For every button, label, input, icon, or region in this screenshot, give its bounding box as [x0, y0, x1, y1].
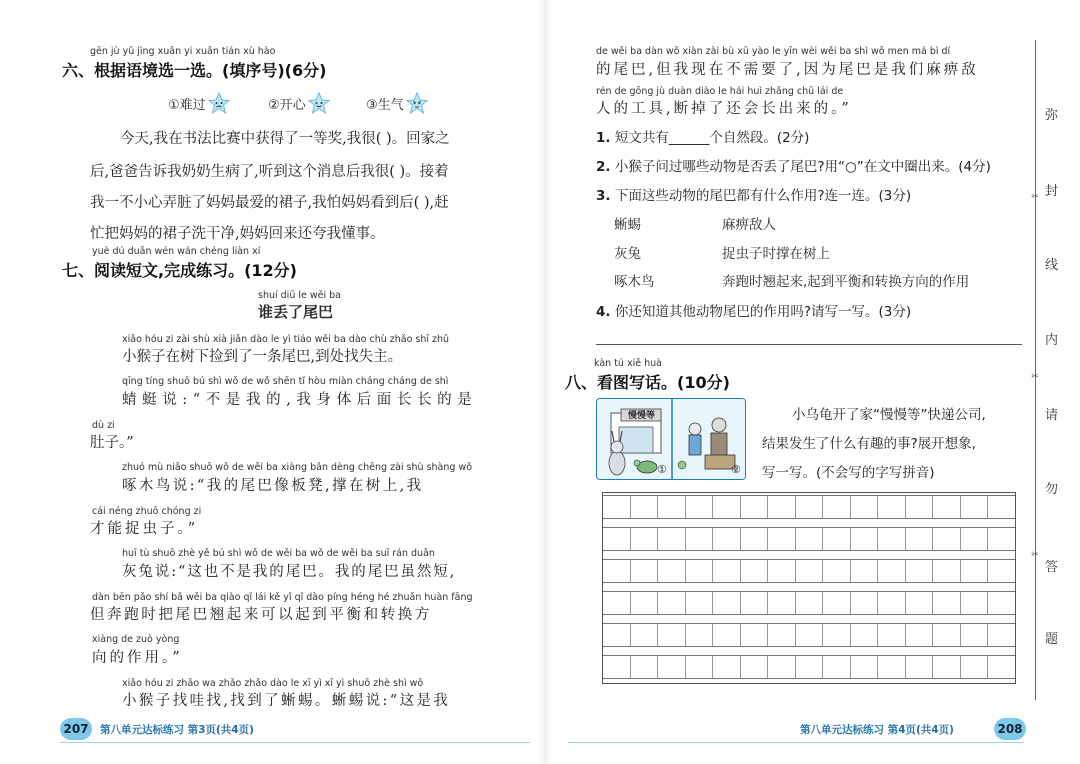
- option-1-label: ①难过: [168, 97, 206, 113]
- writing-grid[interactable]: [602, 492, 1016, 684]
- grid-cell[interactable]: [823, 592, 851, 614]
- grid-cell[interactable]: [741, 656, 769, 678]
- grid-cell[interactable]: [878, 592, 906, 614]
- sec7-pinyin: yuè dú duǎn wén wán chéng liàn xí: [92, 246, 261, 257]
- grid-cell[interactable]: [878, 528, 906, 550]
- sec6-pinyin: gēn jù yǔ jìng xuǎn yi xuǎn tián xù hào: [90, 46, 276, 57]
- cont-line-1: 的尾巴,但我现在不需要了,因为尾巴是我们麻痹敌: [596, 62, 979, 78]
- prompt-line-1: 小乌龟开了家“慢慢等”快递公司,: [792, 407, 986, 423]
- grid-cell[interactable]: [741, 496, 769, 518]
- grid-cell[interactable]: [658, 528, 686, 550]
- grid-cell[interactable]: [796, 656, 824, 678]
- sec8-title: 八、看图写话。(10分): [565, 373, 730, 392]
- grid-cell[interactable]: [933, 656, 961, 678]
- story-picture: [596, 398, 746, 480]
- seal-char-1: 弥: [1045, 108, 1059, 123]
- grid-cell[interactable]: [713, 592, 741, 614]
- grid-cell[interactable]: [823, 496, 851, 518]
- page-number-right: 208: [994, 718, 1026, 740]
- story-line-8-pinyin: xiàng de zuò yòng: [92, 634, 180, 645]
- match-left-1: 蜥蜴: [614, 217, 641, 233]
- grid-cell[interactable]: [851, 656, 879, 678]
- seal-char-6: 勿: [1045, 482, 1059, 497]
- seal-char-2: 封: [1045, 184, 1059, 199]
- grid-cell[interactable]: [906, 592, 934, 614]
- picture-sign: 慢慢等: [628, 411, 656, 421]
- grid-cell[interactable]: [988, 560, 1015, 582]
- grid-cell[interactable]: [768, 496, 796, 518]
- grid-cell[interactable]: [961, 624, 989, 646]
- story-line-7: 但奔跑时把尾巴翘起来可以起到平衡和转换方: [90, 607, 432, 623]
- sec8-pinyin: kàn tú xiě huà: [594, 358, 662, 369]
- grid-cell[interactable]: [961, 560, 989, 582]
- grid-cell[interactable]: [796, 496, 824, 518]
- grid-cell[interactable]: [631, 528, 659, 550]
- grid-cell[interactable]: [713, 624, 741, 646]
- grid-cell[interactable]: [933, 496, 961, 518]
- option-2: [268, 92, 330, 114]
- question-2-text: 小猴子问过哪些动物是否丢了尾巴?用“○”在文中圈出来。(4分): [614, 159, 991, 175]
- grid-cell[interactable]: [631, 560, 659, 582]
- grid-row[interactable]: [603, 527, 1015, 551]
- grid-row[interactable]: [603, 655, 1015, 679]
- grid-cell[interactable]: [851, 592, 879, 614]
- footer-rule-left: [60, 742, 530, 743]
- grid-cell[interactable]: [906, 496, 934, 518]
- grid-cell[interactable]: [961, 656, 989, 678]
- grid-cell[interactable]: [631, 496, 659, 518]
- grid-cell[interactable]: [988, 592, 1015, 614]
- cont-line-1-pinyin: de wěi ba dàn wǒ xiàn zài bù xū yào le yīn wèi wěi ba shì wǒ men má bì dí: [596, 46, 951, 57]
- grid-cell[interactable]: [768, 656, 796, 678]
- sec7-title: 七、阅读短文,完成练习。(12分): [62, 261, 297, 280]
- page-number-left: 207: [60, 718, 92, 740]
- grid-cell[interactable]: [686, 560, 714, 582]
- grid-cell[interactable]: [988, 624, 1015, 646]
- match-right-3: 奔跑时翘起来,起到平衡和转换方向的作用: [722, 274, 970, 290]
- sec6-para-line-4: 忙把妈妈的裙子洗干净,妈妈回来还夸我懂事。: [90, 226, 385, 242]
- story-line-3: 肚子。”: [90, 435, 134, 451]
- option-2-label: ②开心: [268, 97, 306, 113]
- question-3-text: 下面这些动物的尾巴都有什么作用?连一连。(3分): [614, 188, 912, 204]
- story-line-4: 啄木鸟说:“我的尾巴像板凳,撑在树上,我: [122, 478, 424, 494]
- angry-star-icon: [406, 92, 428, 114]
- match-right-1: 麻痹敌人: [722, 217, 776, 233]
- story-line-8: 向的作用。”: [92, 650, 183, 666]
- happy-star-icon: [308, 92, 330, 114]
- grid-cell[interactable]: [796, 560, 824, 582]
- option-3-label: ③生气: [366, 97, 404, 113]
- seal-char-8: 题: [1045, 632, 1059, 647]
- seal-char-3: 线: [1045, 258, 1059, 273]
- story-line-4-pinyin: zhuó mù niǎo shuō wǒ de wěi ba xiàng bǎn dèng chēng zài shù shàng wǒ: [122, 462, 473, 473]
- grid-cell[interactable]: [768, 624, 796, 646]
- story-line-1: 小猴子在树下捡到了一条尾巴,到处找失主。: [122, 349, 403, 365]
- picture-label-1: ①: [657, 463, 667, 476]
- cont-line-2-pinyin: rén de gōng jù duàn diào le hái huì zhǎng chū lái de: [596, 86, 844, 97]
- grid-cell[interactable]: [658, 496, 686, 518]
- grid-cell[interactable]: [658, 624, 686, 646]
- grid-cell[interactable]: [658, 592, 686, 614]
- grid-cell[interactable]: [988, 656, 1015, 678]
- prompt-line-2: 结果发生了什么有趣的事?展开想象,: [762, 436, 976, 452]
- grid-cell[interactable]: [906, 656, 934, 678]
- grid-row[interactable]: [603, 495, 1015, 519]
- grid-cell[interactable]: [686, 592, 714, 614]
- sec6-title: 六、根据语境选一选。(填序号)(6分): [62, 61, 327, 80]
- story-line-9: 小猴子找哇找,找到了蜥蜴。蜥蜴说:“这是我: [122, 693, 451, 709]
- grid-cell[interactable]: [906, 624, 934, 646]
- story-title: 谁丢了尾巴: [258, 303, 334, 321]
- question-2: [596, 155, 991, 175]
- grid-cell[interactable]: [878, 560, 906, 582]
- footer-rule-right: [568, 742, 1024, 743]
- grid-cell[interactable]: [713, 528, 741, 550]
- grid-cell[interactable]: [823, 560, 851, 582]
- question-1-text: 短文共有______个自然段。(2分): [614, 130, 810, 146]
- sec6-para-line-3: 我一不小心弄脏了妈妈最爱的裙子,我怕妈妈看到后( ),赶: [90, 195, 449, 211]
- grid-cell[interactable]: [686, 624, 714, 646]
- grid-cell[interactable]: [603, 624, 631, 646]
- grid-cell[interactable]: [713, 560, 741, 582]
- page-gutter: [538, 0, 552, 764]
- story-line-5: 才能捉虫子。”: [90, 521, 199, 537]
- grid-cell[interactable]: [603, 560, 631, 582]
- question-4-num: 4.: [596, 304, 611, 320]
- story-line-9-pinyin: xiǎo hóu zi zhǎo wa zhǎo zhǎo dào le xī yì xī yì shuō zhè shì wǒ: [122, 678, 424, 689]
- prompt-line-3: 写一写。(不会写的字写拼音): [762, 465, 935, 481]
- question-4-text: 你还知道其他动物尾巴的作用吗?请写一写。(3分): [614, 304, 912, 320]
- grid-cell[interactable]: [686, 528, 714, 550]
- grid-cell[interactable]: [658, 656, 686, 678]
- grid-cell[interactable]: [906, 560, 934, 582]
- question-2-num: 2.: [596, 159, 611, 175]
- grid-cell[interactable]: [878, 656, 906, 678]
- seal-char-4: 内: [1045, 333, 1059, 348]
- grid-cell[interactable]: [823, 528, 851, 550]
- seal-line: [1035, 40, 1036, 700]
- seal-tick-mark: ✂: [1031, 550, 1039, 560]
- grid-cell[interactable]: [658, 560, 686, 582]
- grid-row[interactable]: [603, 591, 1015, 615]
- grid-cell[interactable]: [796, 624, 824, 646]
- grid-cell[interactable]: [741, 592, 769, 614]
- grid-cell[interactable]: [741, 624, 769, 646]
- grid-cell[interactable]: [851, 496, 879, 518]
- grid-cell[interactable]: [961, 496, 989, 518]
- grid-cell[interactable]: [741, 528, 769, 550]
- sec6-para-line-2: 后,爸爸告诉我奶奶生病了,听到这个消息后我很( )。接着: [90, 164, 449, 180]
- footer-left: 第八单元达标练习 第3页(共4页): [100, 724, 254, 736]
- grid-cell[interactable]: [851, 624, 879, 646]
- story-title-pinyin: shuí diū le wěi ba: [258, 290, 341, 301]
- grid-cell[interactable]: [878, 624, 906, 646]
- story-line-3-pinyin: dù zi: [92, 420, 115, 431]
- grid-cell[interactable]: [768, 560, 796, 582]
- story-line-1-pinyin: xiǎo hóu zi zài shù xià jiǎn dào le yì tiáo wěi ba dào chù zhǎo shī zhǔ: [122, 334, 450, 345]
- option-1: [168, 92, 230, 114]
- grid-cell[interactable]: [686, 656, 714, 678]
- sad-star-icon: [208, 92, 230, 114]
- seal-tick-mark: ✂: [1031, 192, 1039, 202]
- grid-cell[interactable]: [933, 592, 961, 614]
- grid-cell[interactable]: [933, 624, 961, 646]
- grid-cell[interactable]: [988, 528, 1015, 550]
- question-3-num: 3.: [596, 188, 611, 204]
- seal-char-7: 答: [1045, 560, 1059, 575]
- grid-cell[interactable]: [988, 496, 1015, 518]
- seal-tick-mark: ✂: [1031, 372, 1039, 382]
- seal-char-5: 请: [1045, 408, 1059, 423]
- grid-cell[interactable]: [603, 656, 631, 678]
- grid-cell[interactable]: [603, 496, 631, 518]
- grid-cell[interactable]: [933, 528, 961, 550]
- grid-cell[interactable]: [851, 560, 879, 582]
- grid-cell[interactable]: [878, 496, 906, 518]
- footer-right: 第八单元达标练习 第4页(共4页): [800, 724, 954, 736]
- match-left-3: 啄木鸟: [614, 274, 655, 290]
- grid-cell[interactable]: [796, 528, 824, 550]
- match-right-2: 捉虫子时撑在树上: [722, 246, 830, 262]
- question-3: [596, 184, 911, 204]
- grid-cell[interactable]: [713, 496, 741, 518]
- grid-cell[interactable]: [961, 528, 989, 550]
- grid-cell[interactable]: [906, 528, 934, 550]
- sec6-para-line-1: 今天,我在书法比赛中获得了一等奖,我很( )。回家之: [120, 131, 450, 147]
- grid-cell[interactable]: [933, 560, 961, 582]
- story-line-6-pinyin: huī tù shuō zhè yě bú shì wǒ de wěi ba wǒ de wěi ba suī rán duǎn: [122, 548, 435, 559]
- story-line-5-pinyin: cái néng zhuō chóng zi: [92, 506, 202, 517]
- story-line-7-pinyin: dàn bēn pǎo shí bǎ wěi ba qiào qǐ lái kě yǐ qǐ dào píng héng hé zhuǎn huàn fāng: [92, 592, 473, 603]
- grid-cell[interactable]: [603, 528, 631, 550]
- grid-cell[interactable]: [768, 528, 796, 550]
- grid-cell[interactable]: [686, 496, 714, 518]
- grid-cell[interactable]: [823, 656, 851, 678]
- question-4: [596, 300, 911, 320]
- grid-cell[interactable]: [768, 592, 796, 614]
- picture-illustration: [597, 399, 746, 480]
- cont-line-2: 人的工具,断掉了还会长出来的。”: [596, 101, 852, 117]
- grid-cell[interactable]: [631, 624, 659, 646]
- grid-cell[interactable]: [961, 592, 989, 614]
- grid-row[interactable]: [603, 559, 1015, 583]
- picture-label-2: ②: [731, 463, 741, 476]
- grid-cell[interactable]: [631, 592, 659, 614]
- question-1-num: 1.: [596, 130, 611, 146]
- story-line-2-pinyin: qīng tíng shuō bú shì wǒ de wǒ shēn tǐ hòu miàn cháng cháng de shì: [122, 376, 449, 387]
- grid-row[interactable]: [603, 623, 1015, 647]
- grid-cell[interactable]: [603, 592, 631, 614]
- grid-cell[interactable]: [823, 624, 851, 646]
- grid-cell[interactable]: [796, 592, 824, 614]
- grid-cell[interactable]: [713, 656, 741, 678]
- story-line-2: 蜻蜓说:“不是我的,我身体后面长长的是: [122, 392, 478, 408]
- grid-cell[interactable]: [851, 528, 879, 550]
- question-1: [596, 126, 809, 146]
- match-left-2: 灰兔: [614, 246, 641, 262]
- option-3: [366, 92, 428, 114]
- grid-cell[interactable]: [741, 560, 769, 582]
- grid-cell[interactable]: [631, 656, 659, 678]
- story-line-6: 灰兔说:“这也不是我的尾巴。我的尾巴虽然短,: [122, 564, 457, 580]
- answer-line[interactable]: [596, 344, 1022, 345]
